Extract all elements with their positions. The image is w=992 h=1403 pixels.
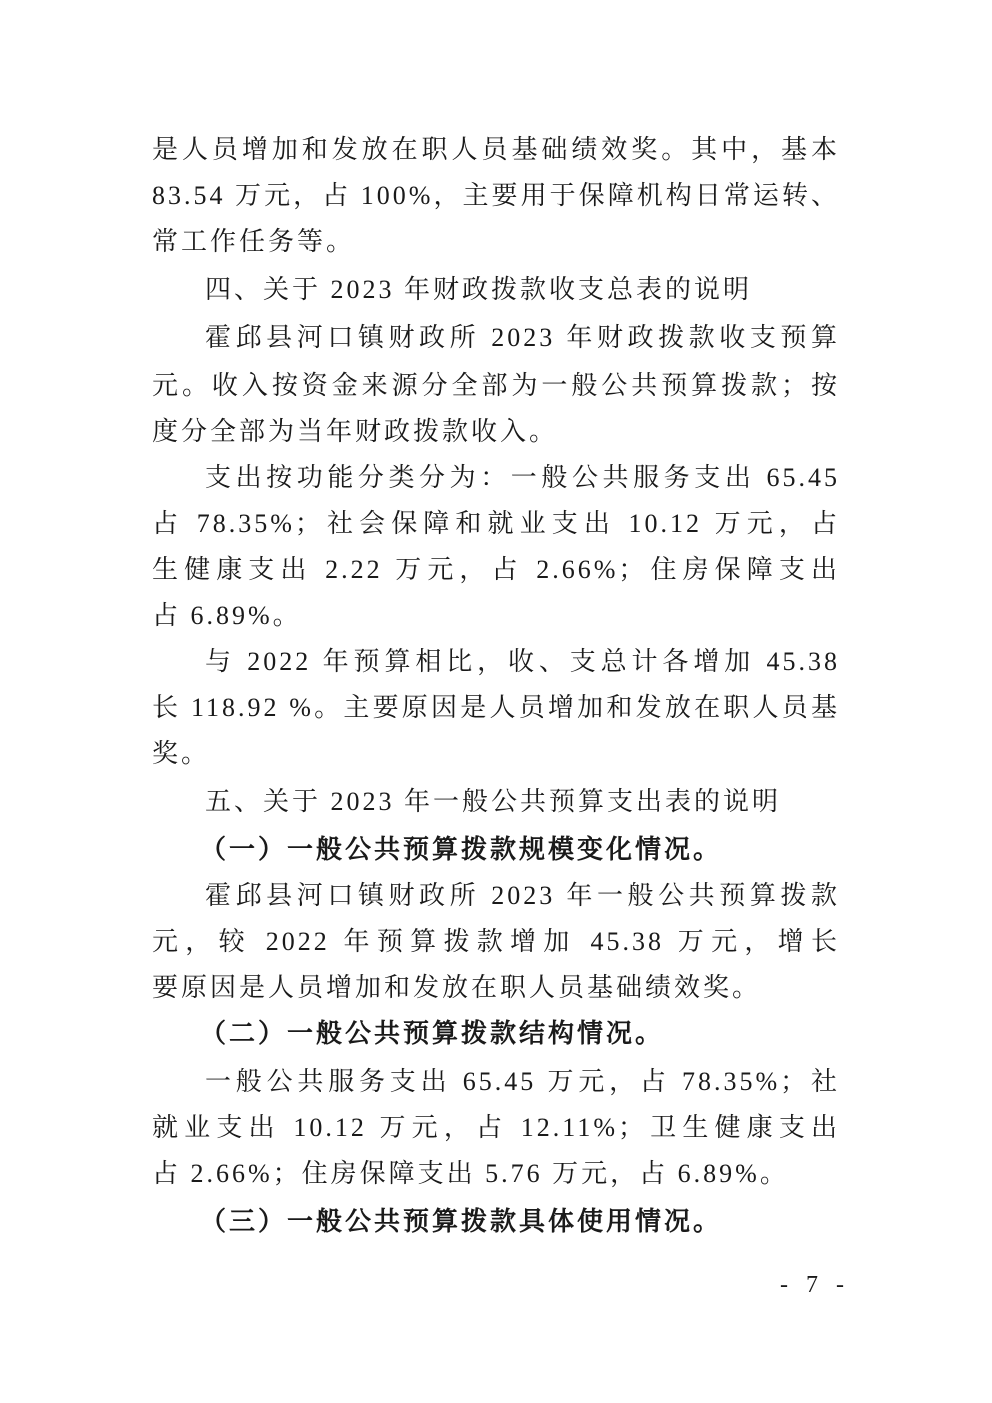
- paragraph-line: 占 6.89%。: [152, 601, 302, 630]
- paragraph-line: 一般公共服务支出 65.45 万元，占 78.35%；社: [205, 1067, 840, 1096]
- paragraph-line: 生健康支出 2.22 万元，占 2.66%；住房保障支出: [152, 555, 840, 584]
- subsection-heading: （三）一般公共预算拨款具体使用情况。: [200, 1207, 723, 1236]
- paragraph-line: 常工作任务等。: [152, 227, 356, 256]
- paragraph-line: 是人员增加和发放在职人员基础绩效奖。其中，基本: [152, 135, 840, 164]
- paragraph-line: 元，较 2022 年预算拨款增加 45.38 万元，增长: [152, 927, 840, 956]
- paragraph-line: 占 78.35%；社会保障和就业支出 10.12 万元，占: [152, 509, 840, 538]
- paragraph-line: 霍邱县河口镇财政所 2023 年一般公共预算拨款: [205, 881, 840, 910]
- paragraph-line: 长 118.92 %。主要原因是人员增加和发放在职人员基: [152, 693, 840, 722]
- paragraph-line: 支出按功能分类分为：一般公共服务支出 65.45: [205, 463, 840, 492]
- paragraph-line: 元。收入按资金来源分全部为一般公共预算拨款；按: [152, 371, 840, 400]
- paragraph-line: 占 2.66%；住房保障支出 5.76 万元，占 6.89%。: [152, 1159, 789, 1188]
- paragraph-line: 与 2022 年预算相比，收、支总计各增加 45.38: [205, 647, 840, 676]
- subsection-heading: （二）一般公共预算拨款结构情况。: [200, 1019, 665, 1048]
- paragraph-line: 霍邱县河口镇财政所 2023 年财政拨款收支预算: [205, 323, 840, 352]
- paragraph-line: 就业支出 10.12 万元，占 12.11%；卫生健康支出: [152, 1113, 840, 1142]
- page-number: - 7 -: [780, 1272, 850, 1298]
- section-heading: 四、关于 2023 年财政拨款收支总表的说明: [205, 275, 753, 304]
- subsection-heading: （一）一般公共预算拨款规模变化情况。: [200, 835, 723, 864]
- paragraph-line: 奖。: [152, 739, 211, 768]
- paragraph-line: 要原因是人员增加和发放在职人员基础绩效奖。: [152, 973, 762, 1002]
- paragraph-line: 83.54 万元，占 100%，主要用于保障机构日常运转、: [152, 181, 840, 210]
- section-heading: 五、关于 2023 年一般公共预算支出表的说明: [205, 787, 782, 816]
- paragraph-line: 度分全部为当年财政拨款收入。: [152, 417, 559, 446]
